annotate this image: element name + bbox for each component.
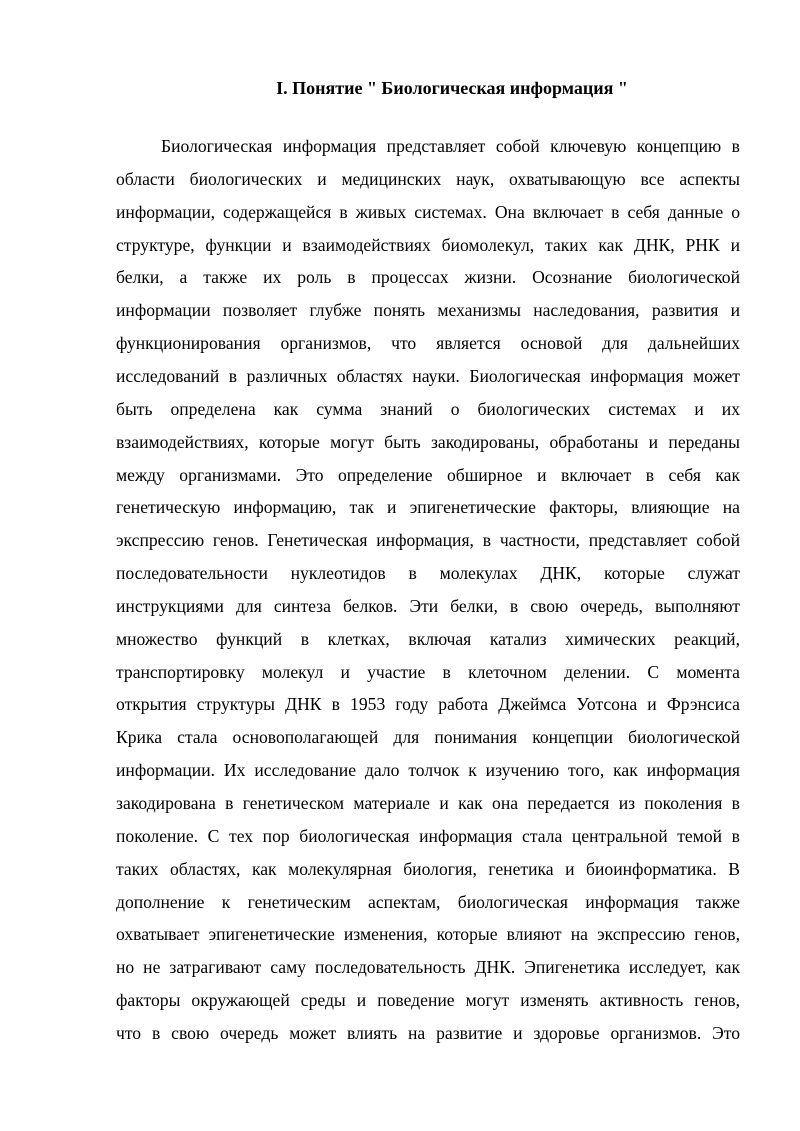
paragraph-line: функционирования организмов, что является основой для дальнейших [116,333,740,354]
paragraph-line: информации. Их исследование дало толчок к изучению того, как информация [116,760,740,781]
paragraph-line: дополнение к генетическим аспектам, биологическая информация также [116,891,740,912]
paragraph-line: поколение. С тех пор биологическая информация стала центральной темой в [116,825,740,846]
paragraph-line: последовательности нуклеотидов в молекулах ДНК, которые служат [116,563,740,584]
section-heading: I. Понятие " Биологическая информация " [276,78,628,98]
paragraph-line: между организмами. Это определение обширное и включает в себя как [116,464,740,485]
paragraph-line: множество функций в клетках, включая катализ химических реакций, [116,628,740,649]
paragraph-line: факторы окружающей среды и поведение могут изменять активность генов, [116,990,740,1011]
paragraph-line: области биологических и медицинских наук, охватывающую все аспекты [116,168,740,189]
paragraph-line: охватывает эпигенетические изменения, которые влияют на экспрессию генов, [116,924,740,945]
paragraph-line: структуре, функции и взаимодействиях биомолекул, таких как ДНК, РНК и [116,234,740,255]
paragraph-line: но не затрагивают саму последовательность ДНК. Эпигенетика исследует, как [116,957,740,978]
paragraph-line: инструкциями для синтеза белков. Эти белки, в свою очередь, выполняют [116,595,740,616]
paragraph-line: взаимодействиях, которые могут быть закодированы, обработаны и переданы [116,431,740,452]
paragraph-line: Крика стала основополагающей для понимания концепции биологической [116,727,740,748]
paragraph-line: экспрессию генов. Генетическая информация, в частности, представляет собой [116,530,740,551]
paragraph-line: исследований в различных областях науки. Биологическая информация может [116,365,740,386]
paragraph-line: открытия структуры ДНК в 1953 году работа Джеймса Уотсона и Фрэнсиса [116,694,740,715]
paragraph-line: информации, содержащейся в живых системах. Она включает в себя данные о [116,201,740,222]
paragraph-line: закодирована в генетическом материале и как она передается из поколения в [116,793,740,813]
paragraph-line: Биологическая информация представляет собой ключевую концепцию в [161,136,740,156]
paragraph-line: транспортировку молекул и участие в клеточном делении. С момента [116,661,740,682]
paragraph-line: быть определена как сумма знаний о биологических системах и их [116,398,740,419]
paragraph-line: информации позволяет глубже понять механизмы наследования, развития и [116,300,740,321]
paragraph-line: что в свою очередь может влиять на развитие и здоровье организмов. Это [116,1022,740,1043]
paragraph-line: белки, а также их роль в процессах жизни. Осознание биологической [116,267,740,288]
paragraph-line: генетическую информацию, так и эпигенетические факторы, влияющие на [116,497,740,518]
paragraph-line: таких областях, как молекулярная биология, генетика и биоинформатика. В [116,858,740,879]
